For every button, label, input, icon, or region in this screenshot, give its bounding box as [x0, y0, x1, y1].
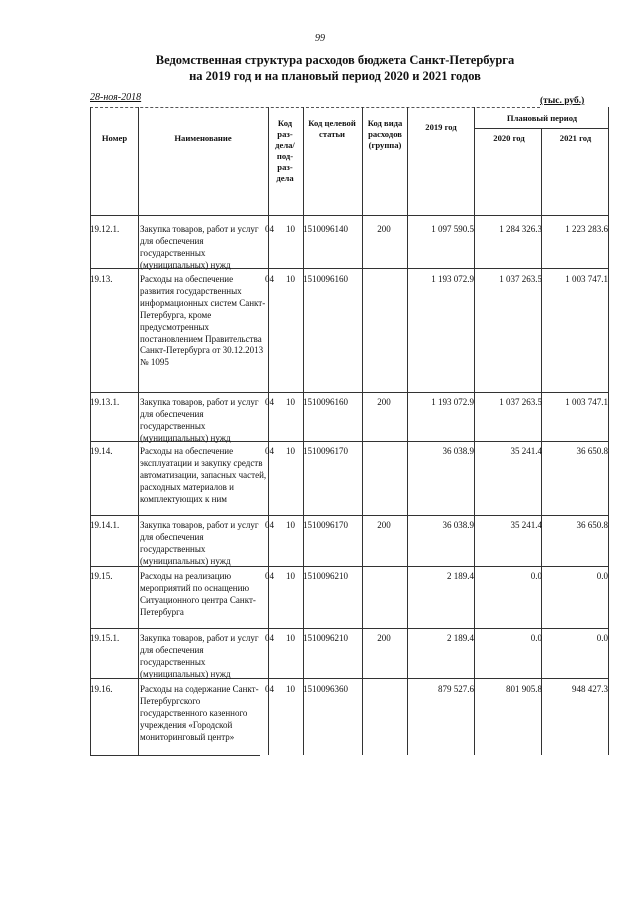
row-name: Расходы на реализацию мероприятий по оснащению Ситуационного центра Санкт-Петербурга	[140, 571, 256, 617]
row-name: Расходы на обеспечение развития государственных информационных систем Санкт-Петербурга, кроме предусмотренных постановлением Правительства Санкт-Петербурга от 30.12.2013 № 1095	[140, 274, 266, 368]
page-title	[140, 52, 530, 84]
row-name: Расходы на обеспечение эксплуатации и закупку средств автоматизации, запасных частей, расходных материалов и комплектующих к ним	[140, 446, 267, 504]
row-number: 19.16.	[90, 684, 113, 694]
row-podrazdel: 10	[286, 633, 295, 643]
row-number: 19.14.	[90, 446, 113, 456]
header-cs: Код целевой статьи	[308, 118, 356, 139]
row-cs: 1510096170	[303, 520, 348, 530]
row-rule	[90, 628, 608, 629]
row-number: 19.15.1.	[90, 633, 120, 643]
row-2021: 1 003 747.1	[565, 274, 608, 284]
grid-line	[303, 107, 304, 755]
row-2019: 2 189.4	[447, 571, 474, 581]
row-2021: 36 650.8	[576, 520, 608, 530]
row-podrazdel: 10	[286, 571, 295, 581]
grid-line	[474, 107, 475, 755]
header-bottom-rule	[90, 215, 608, 216]
row-2019: 1 193 072.9	[431, 274, 474, 284]
date-stamp: 28-ноя-2018	[90, 92, 142, 103]
grid-line	[138, 107, 139, 755]
row-2019: 1 097 590.5	[431, 224, 474, 234]
row-name: Закупка товаров, работ и услуг для обеспечения государственных (муниципальных) нужд	[140, 224, 259, 270]
row-vr: 200	[377, 633, 391, 643]
header-vr: Код вида расходов (группа)	[367, 118, 403, 150]
header-top-rule	[90, 107, 540, 108]
row-podrazdel: 10	[286, 520, 295, 530]
header-2019: 2019 год	[425, 122, 457, 132]
row-razdel: 04	[265, 224, 274, 234]
header-2020: 2020 год	[493, 133, 525, 143]
units-label: (тыс. руб.)	[540, 96, 585, 106]
row-razdel: 04	[265, 446, 274, 456]
row-2021: 0.0	[596, 633, 608, 643]
row-razdel: 04	[265, 571, 274, 581]
row-2019: 1 193 072.9	[431, 397, 474, 407]
title-line-1: Ведомственная структура расходов бюджета Санкт-Петербурга	[155, 53, 515, 67]
row-razdel: 04	[265, 274, 274, 284]
grid-line	[90, 107, 91, 755]
row-rule	[90, 515, 608, 516]
row-2020: 0.0	[530, 571, 542, 581]
row-vr: 200	[377, 397, 391, 407]
row-2020: 35 241.4	[510, 446, 542, 456]
row-name: Закупка товаров, работ и услуг для обеспечения государственных (муниципальных) нужд	[140, 397, 259, 443]
grid-line	[362, 107, 363, 755]
row-2020: 801 905.8	[506, 684, 542, 694]
row-2021: 948 427.3	[572, 684, 608, 694]
row-podrazdel: 10	[286, 446, 295, 456]
row-2019: 36 038.9	[442, 520, 474, 530]
row-razdel: 04	[265, 397, 274, 407]
grid-line	[268, 107, 269, 755]
row-vr: 200	[377, 224, 391, 234]
row-razdel: 04	[265, 633, 274, 643]
grid-line	[608, 107, 609, 755]
header-number: Номер	[101, 133, 128, 143]
row-number: 19.15.	[90, 571, 113, 581]
row-name: Закупка товаров, работ и услуг для обеспечения государственных (муниципальных) нужд	[140, 633, 259, 679]
row-cs: 1510096170	[303, 446, 348, 456]
row-name: Расходы на содержание Санкт-Петербургского государственного казенного учреждения «Городской мониторинговый центр»	[140, 684, 259, 742]
row-number: 19.12.1.	[90, 224, 120, 234]
row-podrazdel: 10	[286, 397, 295, 407]
row-razdel: 04	[265, 684, 274, 694]
row-2020: 1 037 263.5	[499, 397, 542, 407]
row-2021: 1 003 747.1	[565, 397, 608, 407]
row-cs: 1510096210	[303, 571, 348, 581]
header-razdel: Код раз- дела/ под- раз- дела	[275, 118, 295, 183]
row-vr: 200	[377, 520, 391, 530]
header-name: Наименование	[174, 133, 232, 143]
row-cs: 1510096160	[303, 274, 348, 284]
row-2020: 0.0	[530, 633, 542, 643]
page-number: 99	[315, 33, 325, 44]
row-2020: 1 037 263.5	[499, 274, 542, 284]
row-2019: 2 189.4	[447, 633, 474, 643]
row-cs: 1510096140	[303, 224, 348, 234]
header-plan-period: Плановый период	[506, 113, 578, 123]
row-podrazdel: 10	[286, 684, 295, 694]
grid-line	[407, 107, 408, 755]
row-2021: 36 650.8	[576, 446, 608, 456]
row-name: Закупка товаров, работ и услуг для обеспечения государственных (муниципальных) нужд	[140, 520, 259, 566]
title-line-2: на 2019 год и на плановый период 2020 и 2021 годов	[189, 69, 481, 83]
row-cs: 1510096160	[303, 397, 348, 407]
row-2019: 36 038.9	[442, 446, 474, 456]
row-podrazdel: 10	[286, 224, 295, 234]
row-cs: 1510096210	[303, 633, 348, 643]
row-razdel: 04	[265, 520, 274, 530]
header-2021: 2021 год	[559, 133, 592, 143]
row-rule	[90, 392, 608, 393]
row-2021: 1 223 283.6	[565, 224, 608, 234]
row-2020: 35 241.4	[510, 520, 542, 530]
row-number: 19.13.	[90, 274, 113, 284]
row-podrazdel: 10	[286, 274, 295, 284]
row-cs: 1510096360	[303, 684, 348, 694]
row-2020: 1 284 326.3	[499, 224, 542, 234]
row-2019: 879 527.6	[438, 684, 474, 694]
row-number: 19.13.1.	[90, 397, 120, 407]
row-rule	[90, 755, 260, 756]
row-number: 19.14.1.	[90, 520, 120, 530]
row-2021: 0.0	[596, 571, 608, 581]
